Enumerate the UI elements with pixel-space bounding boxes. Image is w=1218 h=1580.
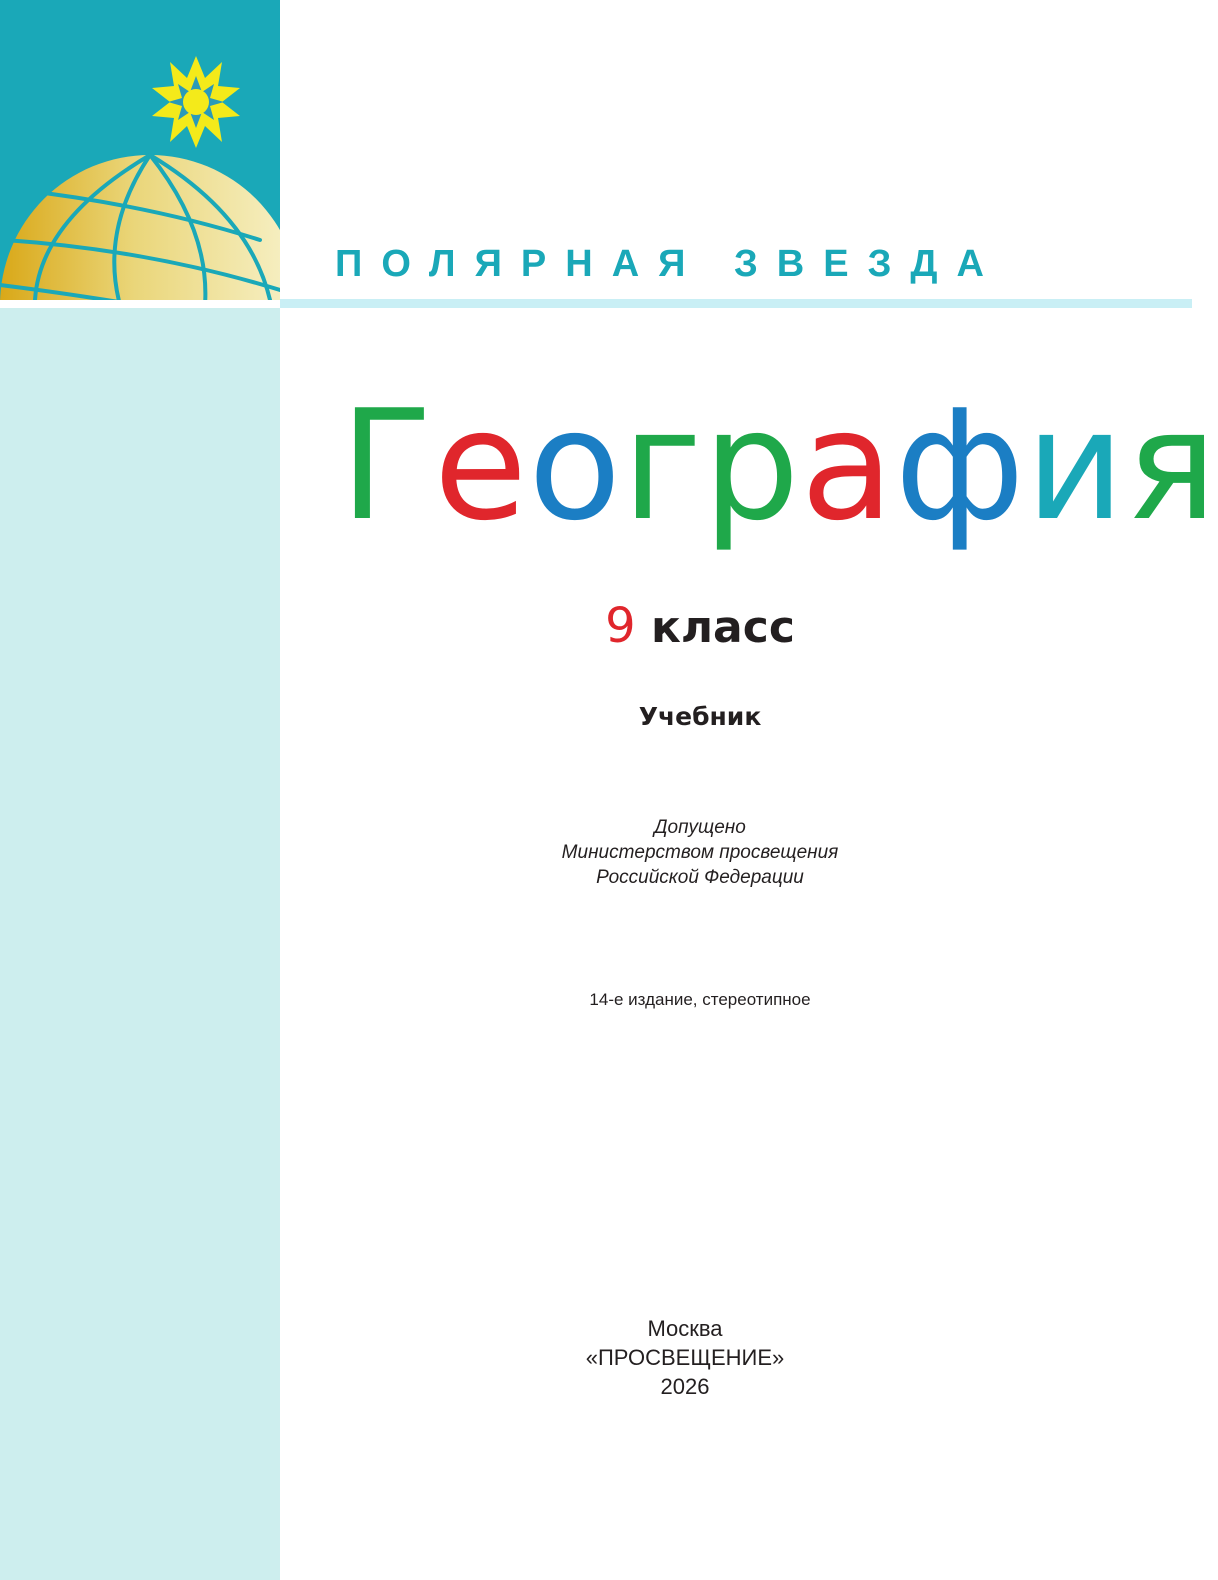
title-letter: г <box>622 377 704 554</box>
grade-label: класс <box>650 602 795 653</box>
publisher-imprint <box>500 1314 870 1401</box>
approval-line: Министерством просвещения <box>561 842 839 863</box>
imprint-year: 2026 <box>660 1374 710 1399</box>
title-letter: р <box>703 377 801 554</box>
header-rule <box>280 299 1192 308</box>
polar-star-icon <box>152 56 240 148</box>
approval-line: Допущено <box>654 817 746 838</box>
globe-star-logo-icon <box>0 0 280 300</box>
series-emblem-panel <box>0 0 280 300</box>
imprint-city: Москва <box>647 1316 723 1341</box>
title-letter: Г <box>340 377 434 554</box>
title-letter: я <box>1125 377 1218 554</box>
title-letter: о <box>528 377 623 554</box>
title-letter: е <box>433 377 529 554</box>
approval-line: Российской Федерации <box>596 867 804 888</box>
approval-note <box>450 815 950 890</box>
book-title <box>340 377 1218 554</box>
title-letter: а <box>800 377 895 554</box>
title-letter: и <box>1025 377 1126 554</box>
edition-note: 14-е издание, стереотипное <box>589 990 811 1009</box>
grade-number: 9 <box>605 598 636 654</box>
book-type: Учебник <box>638 702 762 731</box>
imprint-publisher: «ПРОСВЕЩЕНИЕ» <box>585 1345 785 1370</box>
series-name: ПОЛЯРНАЯ ЗВЕЗДА <box>335 243 1003 285</box>
grade-heading <box>440 598 960 654</box>
title-letter: ф <box>894 377 1026 554</box>
decorative-side-strip <box>0 308 280 1580</box>
